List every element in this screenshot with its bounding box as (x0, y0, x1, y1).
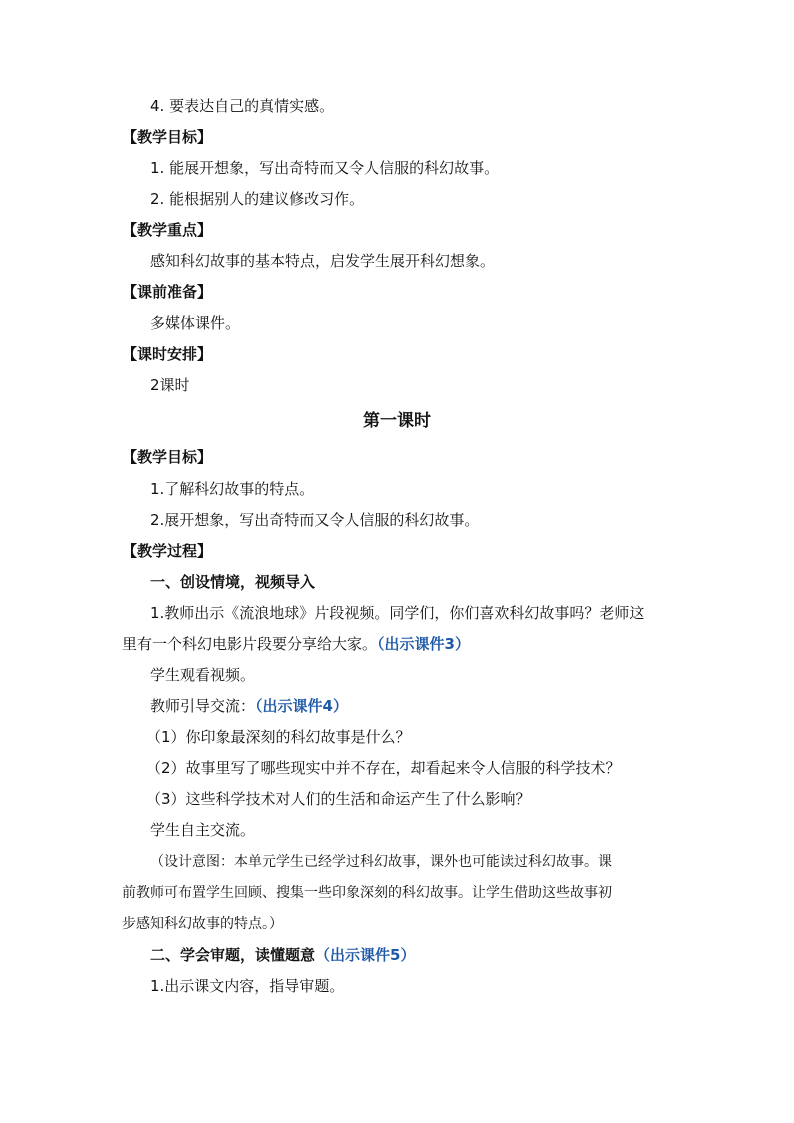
watch-video-text: 学生观看视频。 (150, 666, 256, 684)
courseware-tag-4: （出示课件4） (255, 697, 348, 715)
step-1-title: 一、创设情境，视频导入 (150, 573, 316, 591)
heading-preparation: 【课前准备】 (122, 283, 213, 301)
requirement-item-4: 4. 要表达自己的真情实感。 (150, 97, 335, 115)
preparation-text: 多媒体课件。 (150, 314, 241, 332)
focus-text: 感知科幻故事的基本特点，启发学生展开科幻想象。 (150, 252, 496, 270)
schedule-text: 2课时 (150, 376, 190, 394)
heading-teaching-goals: 【教学目标】 (122, 128, 213, 146)
question-2: （2）故事里写了哪些现实中并不存在，却看起来令人信服的科学技术？ (146, 759, 621, 777)
section-title: 第一课时 (363, 411, 431, 431)
heading-teaching-goals-2: 【教学目标】 (122, 448, 213, 466)
step-2-item-1: 1.出示课文内容，指导审题。 (150, 977, 345, 995)
step-1-paragraph-line-1: 1.教师出示《流浪地球》片段视频。同学们，你们喜欢科幻故事吗？老师这 (150, 604, 645, 622)
step-1-paragraph-line-2 (0, 634, 794, 654)
goal-item-1: 1. 能展开想象，写出奇特而又令人信服的科幻故事。 (150, 159, 500, 177)
teacher-guide-line (0, 696, 794, 716)
goal-item-4: 2.展开想象，写出奇特而又令人信服的科幻故事。 (150, 511, 480, 529)
heading-teaching-process: 【教学过程】 (122, 542, 213, 560)
design-intent-line-3: 步感知科幻故事的特点。） (122, 916, 283, 932)
design-intent-line-2: 前教师可布置学生回顾、搜集一些印象深刻的科幻故事。让学生借助这些故事初 (122, 885, 612, 901)
teacher-guide-text: 教师引导交流： (150, 697, 256, 715)
design-intent-line-1: （设计意图：本单元学生已经学过科幻故事，课外也可能读过科幻故事。课 (150, 854, 612, 870)
goal-item-3: 1.了解科幻故事的特点。 (150, 480, 315, 498)
student-discussion-text: 学生自主交流。 (150, 821, 256, 839)
step-1-paragraph-text: 里有一个科幻电影片段要分享给大家。 (122, 635, 378, 653)
courseware-tag-5: （出示课件5） (315, 946, 416, 964)
step-2-title: 二、学会审题，读懂题意 (150, 946, 316, 964)
goal-item-2: 2. 能根据别人的建议修改习作。 (150, 190, 365, 208)
question-1: （1）你印象最深刻的科幻故事是什么？ (146, 728, 411, 746)
question-3: （3）这些科学技术对人们的生活和命运产生了什么影响？ (146, 790, 531, 808)
courseware-tag-3: （出示课件3） (377, 635, 470, 653)
heading-schedule: 【课时安排】 (122, 345, 213, 363)
heading-teaching-focus: 【教学重点】 (122, 221, 213, 239)
step-2-title-line (0, 945, 794, 965)
